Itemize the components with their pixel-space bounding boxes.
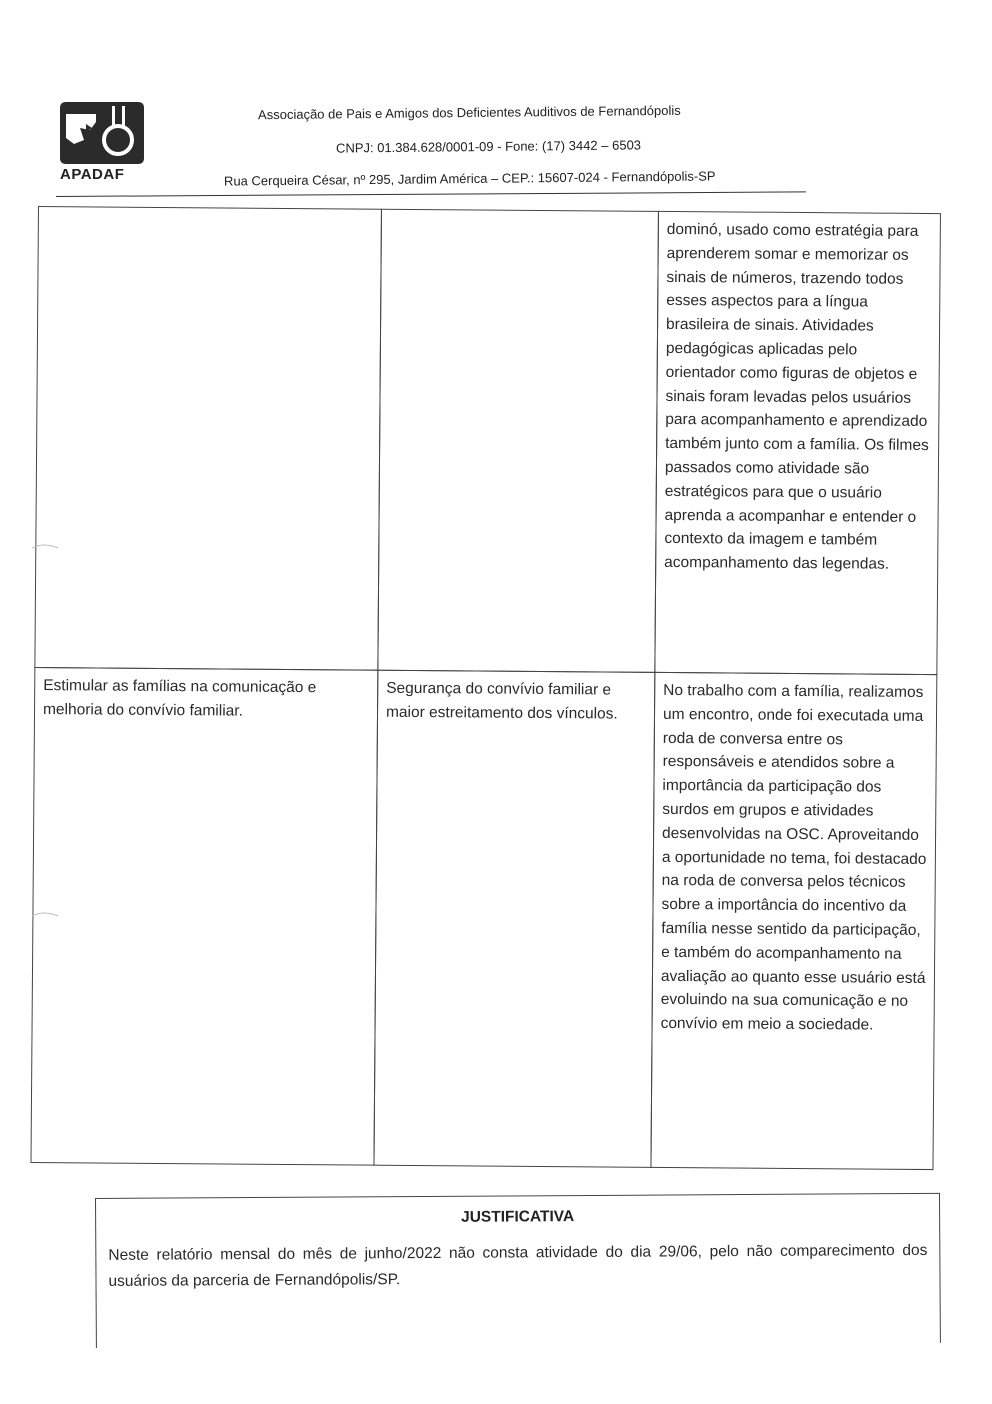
table-cell-description: dominó, usado como estratégia para aprenderem somar e memorizar os sinais de números, trazendo todos esses aspectos para a língua brasileira de sinais. Atividades pedagógicas aplicadas pelo orientador como figuras de objetos e sinais foram levadas pelos usuários para acompanhamento e aprendizado também junto com a família. Os filmes passados como atividade são estratégicos para que o usuário aprenda a acompanhar e entender o contexto da imagem e também acompanhamento das legendas. <box>654 211 941 675</box>
justificativa-title: JUSTIFICATIVA <box>461 1208 575 1226</box>
justificativa-box <box>95 1193 941 1348</box>
cnpj-phone: CNPJ: 01.384.628/0001-09 - Fone: (17) 3442 – 6503 <box>335 137 642 156</box>
org-name: Associação de Pais e Amigos dos Deficientes Auditivos de Fernandópolis <box>257 102 681 123</box>
letterhead <box>0 0 992 215</box>
table-cell-objective: Estimular as famílias na comunicação e melhoria do convívio familiar. <box>30 667 378 1166</box>
table-cell-result <box>377 209 659 673</box>
activities-table <box>30 206 941 1185</box>
justificativa-text: Neste relatório mensal do mês de junho/2022 não consta atividade do dia 29/06, pelo não comparecimento dos usuários da parceria de Fernandópolis/SP. <box>108 1241 928 1290</box>
address: Rua Cerqueira César, nº 295, Jardim América – CEP.: 15607-024 - Fernandópolis-SP <box>223 168 716 189</box>
table-cell-result: Segurança do convívio familiar e maior estreitamento dos vínculos. <box>373 670 655 1168</box>
table-cell-objective <box>34 206 382 671</box>
logo-wordmark: APADAF <box>60 166 125 183</box>
hole-punch-mark <box>30 908 60 922</box>
table-cell-description: No trabalho com a família, realizamos um encontro, onde foi executada uma roda de conversa entre os responsáveis e atendidos sobre a importância da participação dos surdos em grupos e atividades desenvolvidas na OSC. Aproveitando a oportunidade no tema, foi destacado na roda de conversa pelos técnicos sobre a importância do incentivo da família nesse sentido da participação, e também do acompanhamento na avaliação ao quanto esse usuário está evoluindo na sua comunicação e no convívio em meio a sociedade. <box>650 672 937 1170</box>
header-divider <box>56 191 806 197</box>
hole-punch-mark <box>30 540 60 554</box>
